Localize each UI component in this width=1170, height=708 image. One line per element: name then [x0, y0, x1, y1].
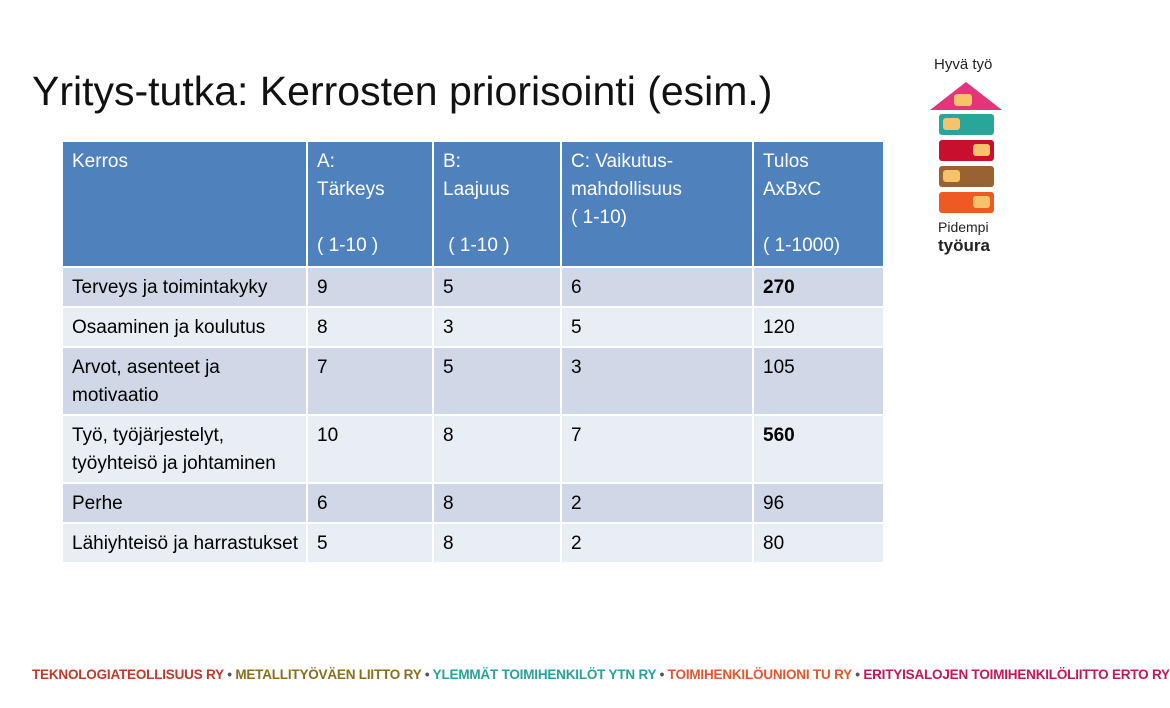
- footer-separator: •: [851, 667, 864, 682]
- table-row: [62, 347, 884, 415]
- cell-tulos: 80: [753, 523, 884, 563]
- cell-b: 3: [433, 307, 561, 347]
- footer-org-name: METALLITYÖVÄEN LIITTO RY: [235, 667, 422, 682]
- cell-kerros: Arvot, asenteet ja motivaatio: [62, 347, 307, 415]
- logo-bottom-text-2: työura: [938, 236, 990, 255]
- header-b: B: Laajuus ( 1-10 ): [433, 141, 561, 267]
- cell-kerros: Terveys ja toimintakyky: [62, 267, 307, 307]
- hyva-tyo-logo: [927, 56, 1007, 262]
- cell-b: 8: [433, 483, 561, 523]
- cell-a: 10: [307, 415, 433, 483]
- header-a: A: Tärkeys ( 1-10 ): [307, 141, 433, 267]
- footer-org-name: ERITYISALOJEN TOIMIHENKILÖLIITTO ERTO RY: [863, 667, 1170, 682]
- footer-separator: •: [421, 667, 433, 682]
- footer-organizations: [32, 667, 1170, 682]
- cell-tulos: 105: [753, 347, 884, 415]
- cell-c: 6: [561, 267, 753, 307]
- cell-a: 9: [307, 267, 433, 307]
- cell-tulos: 96: [753, 483, 884, 523]
- cell-c: 5: [561, 307, 753, 347]
- cell-b: 8: [433, 415, 561, 483]
- header-tulos: Tulos AxBxC ( 1-1000): [753, 141, 884, 267]
- logo-bar-orange: [939, 192, 994, 213]
- cell-c: 2: [561, 483, 753, 523]
- table-row: [62, 307, 884, 347]
- cell-a: 8: [307, 307, 433, 347]
- header-kerros: Kerros: [62, 141, 307, 267]
- cell-tulos: 120: [753, 307, 884, 347]
- header-c: C: Vaikutus- mahdollisuus ( 1-10): [561, 141, 753, 267]
- logo-bottom-text-1: Pidempi: [938, 219, 989, 235]
- logo-top-text: Hyvä työ: [934, 56, 993, 73]
- table-row: [62, 415, 884, 483]
- table-row: [62, 523, 884, 563]
- cell-a: 6: [307, 483, 433, 523]
- cell-c: 7: [561, 415, 753, 483]
- table-row: [62, 483, 884, 523]
- footer-separator: •: [223, 667, 236, 682]
- cell-tulos: 560: [753, 415, 884, 483]
- cell-a: 7: [307, 347, 433, 415]
- footer-org-name: TOIMIHENKILÖUNIONI TU RY: [667, 667, 852, 682]
- cell-b: 8: [433, 523, 561, 563]
- priority-table: [61, 140, 885, 564]
- cell-a: 5: [307, 523, 433, 563]
- footer-org-name: YLEMMÄT TOIMIHENKILÖT YTN RY: [432, 667, 657, 682]
- cell-kerros: Perhe: [62, 483, 307, 523]
- footer-separator: •: [656, 667, 668, 682]
- logo-bar-brown: [939, 166, 994, 187]
- cell-b: 5: [433, 267, 561, 307]
- cell-b: 5: [433, 347, 561, 415]
- cell-c: 3: [561, 347, 753, 415]
- logo-bar-teal: [939, 114, 994, 135]
- cell-kerros: Lähiyhteisö ja harrastukset: [62, 523, 307, 563]
- table-header-row: [62, 141, 884, 267]
- cell-tulos: 270: [753, 267, 884, 307]
- cell-c: 2: [561, 523, 753, 563]
- cell-kerros: Osaaminen ja koulutus: [62, 307, 307, 347]
- table-row: [62, 267, 884, 307]
- footer-org-name: TEKNOLOGIATEOLLISUUS RY: [32, 667, 224, 682]
- cell-kerros: Työ, työjärjestelyt, työyhteisö ja johtaminen: [62, 415, 307, 483]
- slide-title: Yritys-tutka: Kerrosten priorisointi (esim.): [32, 68, 773, 114]
- logo-roof-icon: [930, 82, 1002, 114]
- logo-bar-red: [939, 140, 994, 161]
